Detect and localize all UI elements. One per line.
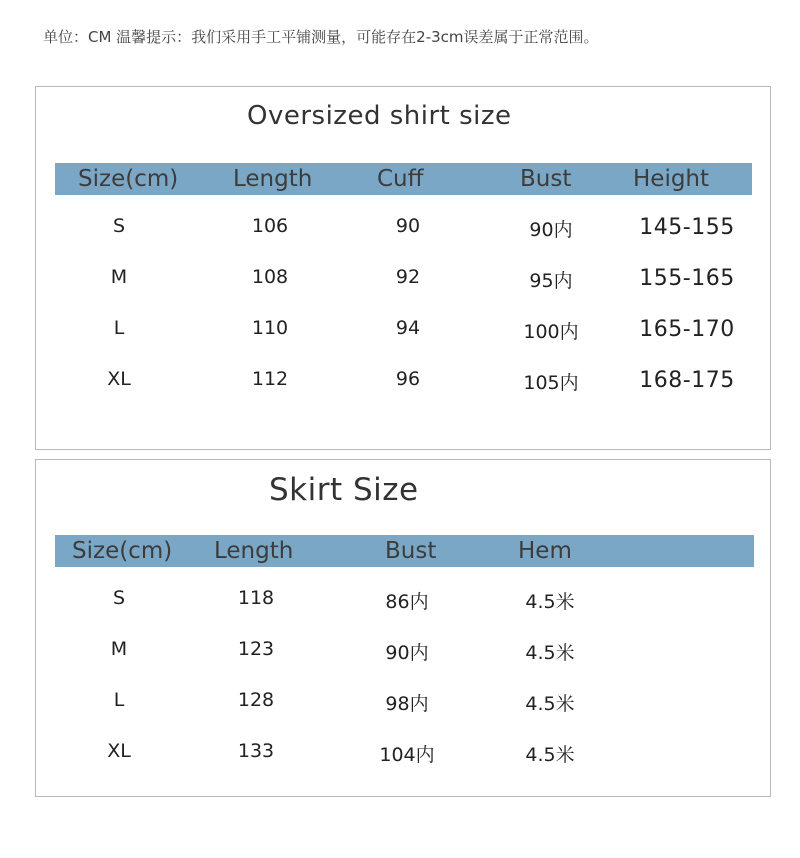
- shirt-cell-cuff: 94: [395, 317, 421, 339]
- skirt-cell-hem: 4.5米: [525, 693, 575, 715]
- shirt-cell-length: 110: [251, 317, 289, 339]
- shirt-header-length: Length: [233, 166, 313, 192]
- shirt-table-row: [36, 215, 770, 245]
- skirt-size-panel: [35, 459, 771, 797]
- shirt-cell-cuff: 92: [395, 266, 421, 288]
- shirt-cell-height: 168-175: [639, 368, 735, 393]
- shirt-cell-bust: 95内: [529, 270, 573, 292]
- skirt-cell-bust: 90内: [385, 642, 429, 664]
- shirt-cell-height: 165-170: [639, 317, 735, 342]
- skirt-size-title: Skirt Size: [269, 472, 419, 508]
- skirt-table-row: [36, 587, 770, 617]
- skirt-cell-bust: 86内: [385, 591, 429, 613]
- shirt-size-panel: [35, 86, 771, 450]
- skirt-header-bust: Bust: [385, 538, 437, 564]
- skirt-table-row: [36, 689, 770, 719]
- shirt-cell-size-cm: L: [113, 317, 125, 339]
- skirt-table-row: [36, 740, 770, 770]
- skirt-header-size: Size(cm): [72, 538, 173, 564]
- shirt-header-height: Height: [633, 166, 710, 192]
- skirt-cell-length: 128: [237, 689, 275, 711]
- shirt-cell-size-cm: S: [112, 215, 126, 237]
- shirt-table-row: [36, 368, 770, 398]
- shirt-table-row: [36, 317, 770, 347]
- skirt-cell-size-cm: L: [113, 689, 125, 711]
- shirt-header-cuff: Cuff: [377, 166, 424, 192]
- skirt-header-hem: Hem: [518, 538, 572, 564]
- shirt-cell-bust: 90内: [529, 219, 573, 241]
- shirt-cell-cuff: 96: [395, 368, 421, 390]
- shirt-table-row: [36, 266, 770, 296]
- shirt-cell-length: 106: [251, 215, 289, 237]
- shirt-cell-size-cm: XL: [107, 368, 131, 390]
- shirt-cell-bust: 105内: [523, 372, 579, 394]
- shirt-header-bust: Bust: [520, 166, 572, 192]
- shirt-table-header: [55, 163, 752, 195]
- skirt-cell-hem: 4.5米: [525, 642, 575, 664]
- shirt-size-title: Oversized shirt size: [247, 101, 512, 131]
- skirt-cell-length: 118: [237, 587, 275, 609]
- skirt-header-length: Length: [214, 538, 294, 564]
- skirt-cell-length: 133: [237, 740, 275, 762]
- shirt-cell-length: 112: [251, 368, 289, 390]
- skirt-cell-hem: 4.5米: [525, 591, 575, 613]
- measurement-note: 单位：CM 温馨提示：我们采用手工平铺测量，可能存在2-3cm误差属于正常范围。: [43, 28, 599, 46]
- skirt-table-header: [55, 535, 754, 567]
- skirt-cell-bust: 104内: [379, 744, 435, 766]
- shirt-cell-height: 155-165: [639, 266, 735, 291]
- skirt-cell-hem: 4.5米: [525, 744, 575, 766]
- skirt-cell-length: 123: [237, 638, 275, 660]
- skirt-table-row: [36, 638, 770, 668]
- shirt-cell-size-cm: M: [110, 266, 128, 288]
- skirt-cell-size-cm: M: [110, 638, 128, 660]
- shirt-header-size: Size(cm): [78, 166, 179, 192]
- shirt-cell-length: 108: [251, 266, 289, 288]
- shirt-cell-bust: 100内: [523, 321, 579, 343]
- skirt-cell-size-cm: S: [112, 587, 126, 609]
- skirt-cell-size-cm: XL: [107, 740, 131, 762]
- shirt-cell-height: 145-155: [639, 215, 735, 240]
- skirt-cell-bust: 98内: [385, 693, 429, 715]
- shirt-cell-cuff: 90: [395, 215, 421, 237]
